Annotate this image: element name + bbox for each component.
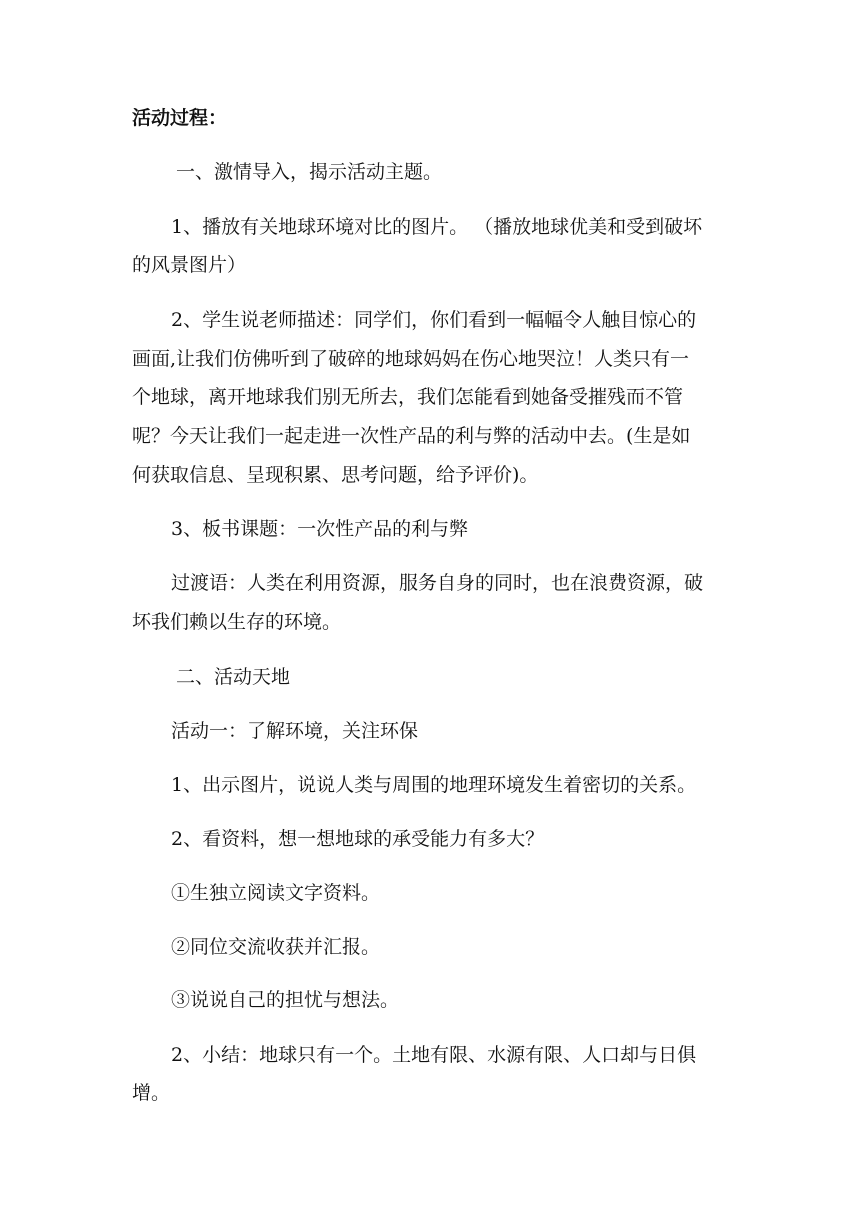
- summary-line2: 增。: [132, 1082, 171, 1104]
- item3-line: 3、板书课题：一次性产品的利与弊: [171, 518, 469, 540]
- item2-line2: 画面,让我们仿佛听到了破碎的地球妈妈在伤心地哭泣！人类只有一: [132, 348, 690, 370]
- item2-line3: 个地球，离开地球我们别无所去，我们怎能看到她备受摧残而不管: [132, 386, 684, 408]
- sub-item-2: ②同位交流收获并汇报。: [171, 936, 381, 958]
- section2-heading: 二、活动天地: [176, 666, 291, 688]
- item1-line2: 的风景图片）: [132, 254, 247, 276]
- item2-line1: 2、学生说老师描述：同学们，你们看到一幅幅令人触目惊心的: [171, 309, 697, 331]
- section1-heading: 一、激情导入，揭示活动主题。: [176, 161, 443, 183]
- item1-line1: 1、播放有关地球环境对比的图片。 （播放地球优美和受到破坏: [171, 216, 703, 238]
- document-title: 活动过程：: [132, 107, 228, 129]
- activity1-item1: 1、出示图片，说说人类与周围的地理环境发生着密切的关系。: [171, 774, 697, 796]
- activity1-item2: 2、看资料，想一想地球的承受能力有多大？: [171, 828, 545, 850]
- sub-item-1: ①生独立阅读文字资料。: [171, 882, 381, 904]
- summary-line1: 2、小结：地球只有一个。土地有限、水源有限、人口却与日俱: [171, 1044, 697, 1066]
- transition-line2: 坏我们赖以生存的环境。: [132, 611, 342, 633]
- item2-line4: 呢？今天让我们一起走进一次性产品的利与弊的活动中去。(生是如: [132, 425, 691, 447]
- item2-line5: 何获取信息、呈现积累、思考问题，给予评价)。: [132, 464, 539, 486]
- sub-item-3: ③说说自己的担忧与想法。: [171, 989, 400, 1011]
- transition-line1: 过渡语：人类在利用资源，服务自身的同时，也在浪费资源，破: [171, 572, 704, 594]
- activity1-title: 活动一：了解环境，关注环保: [171, 720, 419, 742]
